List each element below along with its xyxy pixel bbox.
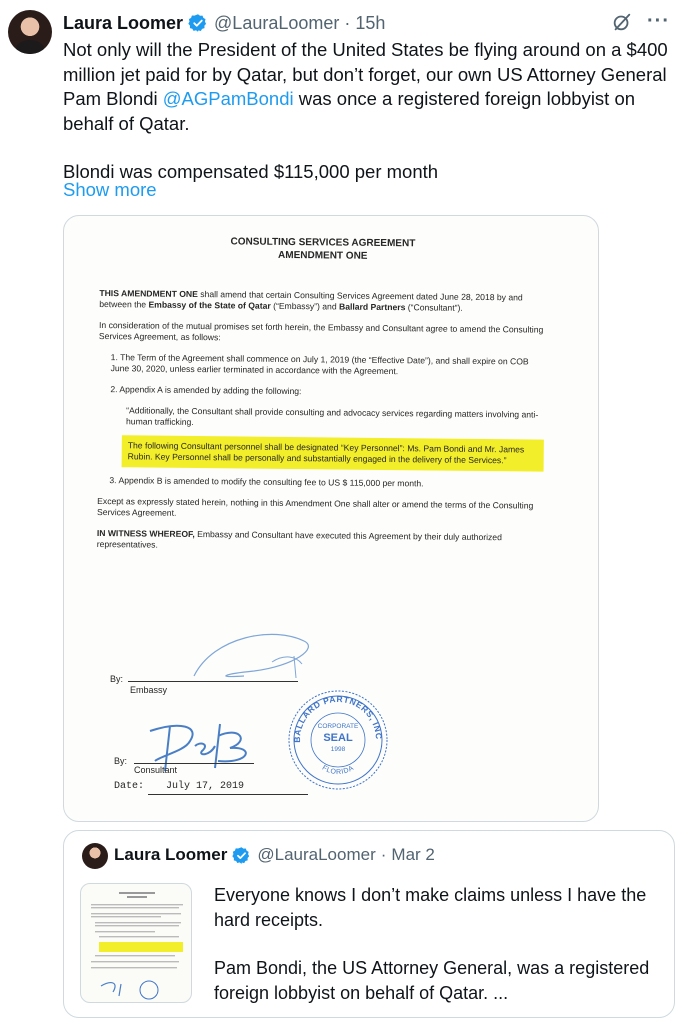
svg-text:FLORIDA xyxy=(321,765,356,776)
tweet-paragraph-2: Blondi was compensated $115,000 per month xyxy=(63,161,439,182)
quoted-document-thumbnail[interactable] xyxy=(80,883,192,1003)
document-highlighted-text: The following Consultant personnel shall be designated “Key Personnel”: Ms. Pam Bondi and Mr. James Rubin. Key Personnel shall be personally and substantially engaged in the delivery of the Services.” xyxy=(122,435,544,471)
seal-year-text: 1998 xyxy=(330,746,346,753)
quoted-author-avatar[interactable] xyxy=(82,843,108,869)
witness-bold: IN WITNESS WHEREOF, xyxy=(96,527,195,540)
quoted-tweet-header xyxy=(114,845,435,865)
embassy-signature xyxy=(184,626,324,686)
document-item-2-quote: “Additionally, the Consultant shall provide consulting and advocacy services regarding matters involving anti-human trafficking. xyxy=(125,405,539,427)
intro-text-1: shall amend that certain Consulting Services Agreement dated June 28, 2018 by and between the xyxy=(99,289,523,310)
more-options-icon[interactable]: ··· xyxy=(647,10,670,32)
document-intro xyxy=(99,288,545,315)
date-label: Date: xyxy=(114,781,145,792)
quoted-author-name[interactable]: Laura Loomer xyxy=(114,845,228,864)
document-except-clause: Except as expressly stated herein, nothing in this Amendment One shall alter or amend the terms of the Consulting Services Agreement. xyxy=(97,495,534,518)
author-handle[interactable]: @LauraLoomer xyxy=(214,12,340,33)
quoted-separator-dot: · xyxy=(380,845,387,864)
date-value: July 17, 2019 xyxy=(166,781,245,792)
embassy-label: Embassy xyxy=(130,685,168,695)
tweet-text-part-2: was once a registered foreign lobbyist on behalf of Qatar. xyxy=(63,88,636,134)
grok-icon[interactable] xyxy=(611,11,633,33)
intro-text-3: (“Consultant”). xyxy=(405,302,463,313)
header-actions xyxy=(611,10,670,33)
by-label-1: By: xyxy=(110,674,124,684)
intro-bold: THIS AMENDMENT ONE xyxy=(99,287,198,300)
attached-document-image[interactable] xyxy=(63,215,599,822)
intro-embassy: Embassy of the State of Qatar xyxy=(148,299,271,311)
author-name[interactable]: Laura Loomer xyxy=(63,12,184,33)
document-consideration: In consideration of the mutual promises set forth herein, the Embassy and Consultant agree to amend the Consulting Services Agreement, as follows: xyxy=(98,319,544,343)
corporate-seal-icon xyxy=(286,688,390,792)
document-title: CONSULTING SERVICES AGREEMENT xyxy=(230,236,416,250)
document-item-3: 3. Appendix B is amended to modify the consulting fee to US $ 115,000 per month. xyxy=(109,475,424,489)
quoted-verified-badge-icon xyxy=(232,846,251,865)
show-more-link[interactable]: Show more xyxy=(63,179,157,200)
quoted-paragraph-1: Everyone knows I don’t make claims unless I have the hard receipts. xyxy=(214,885,647,930)
document-item-2: 2. Appendix A is amended by adding the following: xyxy=(110,384,302,397)
tweet-text xyxy=(63,38,675,185)
seal-state-text: FLORIDA xyxy=(320,764,356,777)
tweet-text-part-1: Not only will the President of the United States be flying around on a $400 million jet paid for by Qatar, but don’t forget, our own US Attorney General Pam Blondi xyxy=(63,39,668,109)
separator-dot: · xyxy=(344,12,351,33)
document-witness-clause xyxy=(97,528,543,555)
seal-corporate-text: CORPORATE xyxy=(317,723,359,730)
date-line xyxy=(148,794,308,795)
intro-text-2: (“Embassy”) and xyxy=(270,300,340,312)
witness-text: Embassy and Consultant have executed this Agreement by their duly authorized representatives. xyxy=(96,529,502,550)
tweet-header xyxy=(63,10,670,36)
signature-line-1 xyxy=(128,681,298,682)
document-item-1: 1. The Term of the Agreement shall commence on July 1, 2019 (the “Effective Date”), and shall expire on COB June 30, 2020, unless earlier terminated in accordance with the Agreement. xyxy=(110,352,529,377)
author-avatar[interactable] xyxy=(8,10,52,54)
quoted-tweet-text xyxy=(214,883,666,1005)
document-thumbnail-icon xyxy=(81,884,192,1003)
mention-link[interactable]: @AGPamBondi xyxy=(162,88,294,109)
document-subtitle: AMENDMENT ONE xyxy=(277,249,368,262)
quoted-paragraph-2: Pam Bondi, the US Attorney General, was a registered foreign lobbyist on behalf of Qatar. ... xyxy=(214,958,650,1003)
quoted-author-handle[interactable]: @LauraLoomer xyxy=(257,845,376,864)
seal-top-text: BALLARD PARTNERS, INC xyxy=(291,693,385,743)
signature-line-2 xyxy=(134,763,254,764)
tweet-timestamp[interactable]: 15h xyxy=(355,12,386,33)
document-page xyxy=(97,234,546,555)
seal-word-text: SEAL xyxy=(323,732,353,744)
intro-ballard: Ballard Partners xyxy=(338,301,406,313)
quoted-tweet-card[interactable] xyxy=(63,830,675,1018)
quoted-tweet-date[interactable]: Mar 2 xyxy=(391,845,435,864)
consultant-label: Consultant xyxy=(134,765,178,775)
by-label-2: By: xyxy=(114,756,128,766)
tweet-paragraph-1 xyxy=(63,38,675,136)
verified-badge-icon xyxy=(188,13,208,33)
